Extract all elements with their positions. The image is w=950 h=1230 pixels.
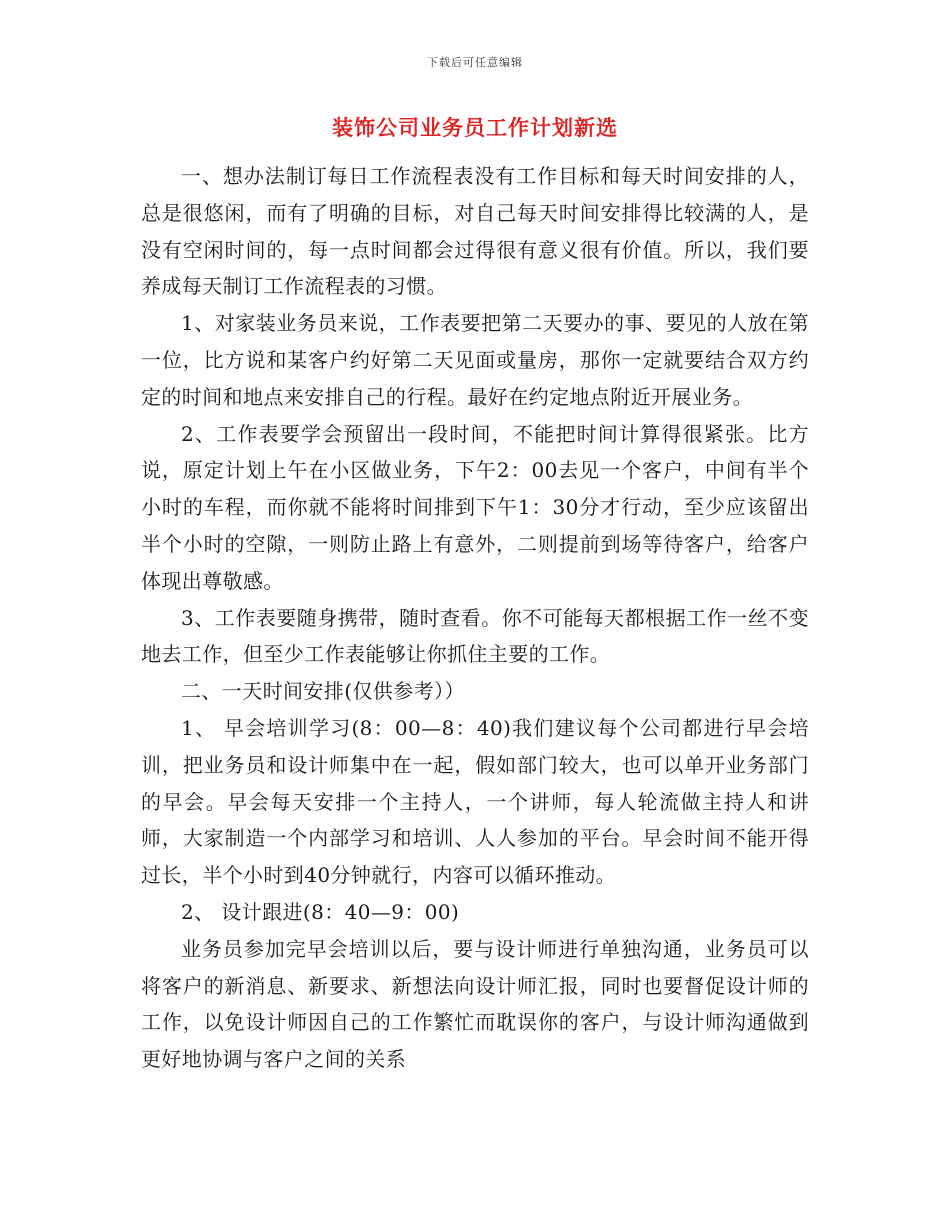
paragraph-section-one: 一、想办法制订每日工作流程表没有工作目标和每天时间安排的人，总是很悠闲，而有了明确的目标，对自己每天时间安排得比较满的人，是没有空闲时间的，每一点时间都会过得很有意义很有价值。所以，我们要养成每天制订工作流程表的习惯。	[141, 164, 809, 299]
paragraph-design-followup-body: 业务员参加完早会培训以后，要与设计师进行单独沟通，业务员可以将客户的新消息、新要求、新想法向设计师汇报，同时也要督促设计师的工作，以免设计师因自己的工作繁忙而耽误你的客户，与设计师沟通做到更好地协调与客户之间的关系	[141, 936, 809, 1072]
paragraph-morning-training: 1、 早会培训学习(8：00—8：40)我们建议每个公司都进行早会培训，把业务员和设计师集中在一起，假如部门较大，也可以单开业务部门的早会。早会每天安排一个主持人，一个讲师，每人轮流做主持人和讲师，大家制造一个内部学习和培训、人人参加的平台。早会时间不能开得过长，半个小时到40分钟就行，内容可以循环推动。	[141, 715, 809, 888]
paragraph-item-2: 2、工作表要学会预留出一段时间，不能把时间计算得很紧张。比方说，原定计划上午在小区做业务，下午2：00去见一个客户，中间有半个小时的车程，而你就不能将时间排到下午1：30分才行动，至少应该留出半个小时的空隙，一则防止路上有意外，二则提前到场等待客户，给客户体现出尊敬感。	[141, 421, 809, 593]
document-body	[141, 158, 809, 1078]
paragraph-item-3: 3、工作表要随身携带，随时查看。你不可能每天都根据工作一丝不变地去工作，但至少工作表能够让你抓住主要的工作。	[141, 605, 809, 667]
paragraph-design-followup-heading: 2、 设计跟进(8：40—9：00)	[181, 899, 460, 924]
header-note: 下载后可任意编辑	[427, 56, 523, 69]
paragraph-item-1: 1、对家装业务员来说，工作表要把第二天要办的事、要见的人放在第一位，比方说和某客户约好第二天见面或量房，那你一定就要结合双方约定的时间和地点来安排自己的行程。最好在约定地点附近开展业务。	[141, 311, 809, 409]
document-title: 装饰公司业务员工作计划新选	[332, 115, 618, 140]
paragraph-section-two: 二、一天时间安排(仅供参考））	[181, 679, 465, 704]
